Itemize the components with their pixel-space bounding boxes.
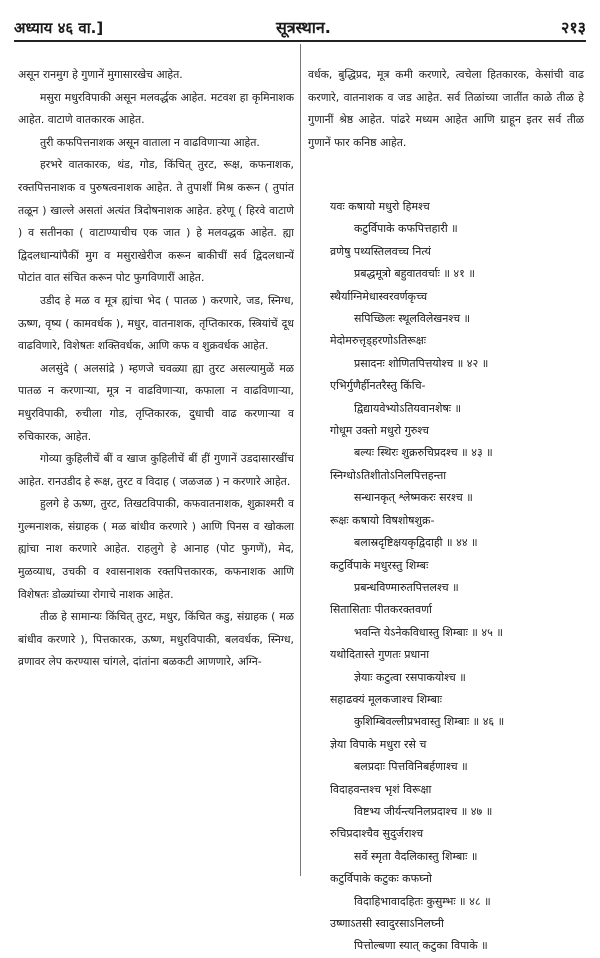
verse-line: गोधूम उक्तो मधुरो गुरुश्च — [330, 424, 430, 438]
verse-line: प्रबद्धमूत्रो बहुवातवर्चाः ॥ ४१ ॥ — [354, 267, 475, 281]
left-column — [18, 64, 294, 880]
verse-line: विष्टभ्य जीर्यन्त्यनिलप्रदाश्च ॥ ४७ ॥ — [354, 804, 493, 818]
verse-line: सितासिताः पीतकरक्तवर्णा — [330, 603, 432, 617]
paragraph: हरभरे वातकारक, थंड, गोड, किंचित् तुरट, रूक्ष, कफनाशक, रक्तपित्तनाशक व पुरुषत्वनाशक आहेत. ते तुपाशीं मिश्र करून ( तुपांत तळून ) खाल्ले असतां अत्यंत त्रिदोषनाशक आहेत. हरेणू ( हिरवे वाटाणे ) व सतीनका ( वाटाण्याचीच एक जात ) हे मलवद्धक आहेत. ह्या द्विदलधान्यांपैकीं मुग व मसुराखेरीज करून बाकीचीं सर्व द्विदलधान्यें पोटांत वात संचित करून पोट फुगविणारीं आहेत. — [18, 158, 294, 285]
paragraph: उडीद हे मळ व मूत्र ह्यांचा भेद ( पातळ ) करणारे, जड, स्निग्ध, ऊष्ण, वृष्य ( कामवर्धक ), मधुर, वातनाशक, तृप्तिकारक, स्त्रियांचें दूध वाढविणारे, विशेषतः शक्तिवर्धक, आणि कफ व शुक्रवर्धक आहेत. — [18, 293, 294, 353]
paragraph: तीळ हे सामान्यः किंचित् तुरट, मधुर, किंचित कडु, संग्राहक ( मळ बांधीव करणारे ), पित्तकारक, ऊष्ण, मधुरविपाकी, बलवर्धक, स्निग्ध, व्रणावर लेप करण्यास चांगले, दांतांना बळकटी आणणारे, अग्नि- — [18, 610, 294, 669]
section-title: सूत्रस्थान. — [276, 18, 331, 37]
verse-line: रुचिप्रदाश्चैव सुदुर्जराश्च — [330, 827, 424, 841]
verse-line: बल्यः स्थिरः शुक्ररुचिप्रदश्च ॥ ४३ ॥ — [354, 446, 493, 460]
verse-line: व्रणेषु पथ्यस्तिलवच्च नित्यं — [330, 244, 431, 258]
paragraph: वर्धक, बुद्धिप्रद, मूत्र कमी करणारे, त्वचेला हितकारक, केसांची वाढ करणारे, वातनाशक व जड आहेत. सर्व तिळांच्या जातींत काळे तीळ हे गुणानीं श्रेष्ठ आहेत. पांढरे मध्यम आहेत आणि ग्राहून इतर सर्व तीळ गुणानें फार कनिष्ठ आहेत. — [308, 68, 584, 149]
verse-line: ज्ञेयाः कटुत्वा रसपाकयोश्च ॥ — [354, 670, 466, 684]
verse-line: द्विद्यायवेभ्योऽतियवानशेषः ॥ — [354, 401, 462, 415]
verse-line: सपिच्छिलः स्थूलविलेखनश्च ॥ — [354, 312, 471, 326]
verse-line: सर्वे स्मृता वैदलिकास्तु शिम्बाः ॥ — [354, 849, 478, 863]
verse-line: ज्ञेया विपाके मधुरा रसे च — [330, 737, 427, 751]
verse-line: बलप्रदाः पित्तविनिबर्हणाश्च ॥ — [354, 760, 468, 774]
verse-line: प्रसादनः शोणितपित्तयोश्च ॥ ४२ ॥ — [354, 356, 489, 370]
paragraph: हुलगे हे ऊष्ण, तुरट, तिखटविपाकी, कफवातनाशक, शुक्राश्मरी व गुल्मनाशक, संग्राहक ( मळ बांधीव करणारे ) आणि पिनस व खोकला ह्यांचा नाश करणारे आहेत. राहलुगे हे आनाह (पोट फुगणें), मेद, मुळव्याध, उचकी व श्वासनाशक रक्तपित्तकारक, कफनाशक आणि विशेषतः डोळ्यांच्या रोगाचे नाशक आहेत. — [18, 497, 294, 601]
verse-line: एभिर्गुणैर्हीनतरैस्तु किंचि- — [330, 379, 426, 393]
paragraph: तुरी कफपित्तनाशक असून वाताला न वाढविणाऱ्या आहेत. — [40, 135, 260, 149]
verse-line: यवः कषायो मधुरो हिमश्च — [330, 200, 430, 213]
verse-line: पित्तोल्बणा स्यात् कटुका विपाके ॥ — [354, 939, 488, 953]
verse-line: विदाहवन्तश्च भृशं विरूक्षा — [330, 782, 432, 796]
verse-line: कटुर्विपाके कटुकः कफघ्नो — [330, 872, 432, 886]
verse-line: स्थैर्याग्निमेधास्वरवर्णकृच्च — [330, 289, 428, 303]
paragraph: अलसुंदे ( अलसांद्रे ) म्हणजे चवळ्या ह्या तुरट असल्यामुळें मळ पातळ न करणाऱ्या, मूत्र न वाढविणाऱ्या, कफाला न वाढविणाऱ्या, मधुरविपाकी, रुचीला गोड, तृप्तिकारक, दुधाची वाढ करणाऱ्या व रुचिकारक, आहेत. — [18, 361, 294, 443]
verse-line: यथोदितास्ते गुणतः प्रधाना — [330, 648, 430, 662]
right-column-prose — [308, 64, 584, 154]
verse-line: कटुर्विपाके मधुरस्तु शिम्बः — [330, 558, 429, 572]
verse-line: सहाढक्यं मूलकजाश्च शिम्बाः — [330, 692, 442, 706]
header-rule — [14, 40, 586, 42]
verse-line: बलास्रदृष्टिक्षयकृद्विदाही ॥ ४४ ॥ — [354, 536, 478, 550]
page-number: २१३ — [561, 18, 586, 37]
paragraph: असून रानमुग हे गुणानें मुगासारखेच आहेत. — [18, 68, 183, 81]
sanskrit-verses — [330, 196, 592, 958]
paragraph: गोव्या कुहिलीचें बीं व खाज कुहिलीचें बीं हीं गुणानें उडदासारखींच आहेत. रानउडीद हे रूक्ष, तुरट व विदाह ( जळजळ ) न करणारे आहेत. — [18, 452, 294, 488]
verse-line: मेदोमरुत्तृड्हरणोऽतिरूक्षः — [330, 334, 426, 348]
verse-line: सन्धानकृत् श्लेष्मकरः सरश्च ॥ — [354, 491, 473, 505]
verse-line: स्निग्धोऽतिशीतोऽनिलपित्तहन्ता — [330, 468, 447, 482]
verse-line: विदाहिभावादहितः कुसुम्भः ॥ ४८ ॥ — [354, 894, 491, 908]
page-header — [14, 8, 586, 42]
verse-line: भवन्ति येऽनेकविधास्तु शिम्बाः ॥ ४५ ॥ — [354, 625, 503, 639]
verse-line: रूक्षः कषायो विषशोषशुक्र- — [330, 513, 435, 527]
column-divider — [300, 44, 301, 876]
verse-line: कटुर्विपाके कफपित्तहारी ॥ — [354, 222, 458, 236]
paragraph: मसुरा मधुरविपाकी असून मलवर्द्धक आहेत. मटवश हा कृमिनाशक आहेत. वाटाणे वातकारक आहेत. — [18, 90, 294, 127]
verse-line: कुशिम्बिवल्लीप्रभवास्तु शिम्बाः ॥ ४६ ॥ — [354, 715, 505, 729]
chapter-heading: अध्याय ४६ वा.] — [14, 19, 104, 37]
verse-line: उष्णाऽतसी स्वादुरसाऽनिलघ्नी — [330, 917, 444, 930]
verse-line: प्रबन्धविण्मारुतपित्तलश्च ॥ — [354, 580, 459, 594]
